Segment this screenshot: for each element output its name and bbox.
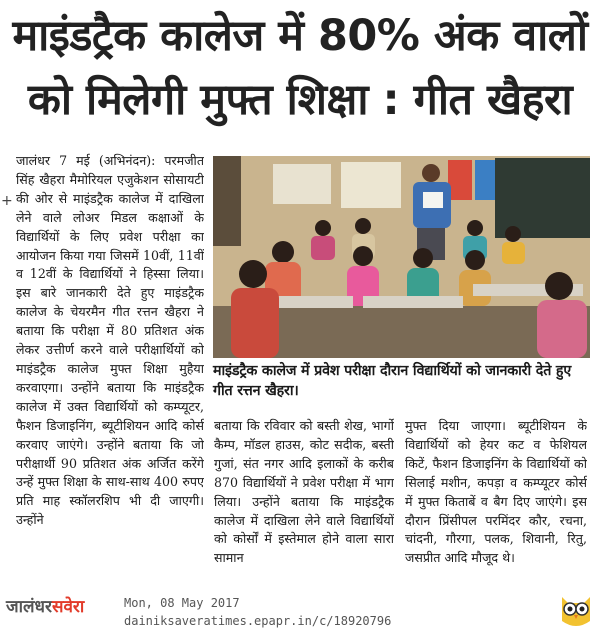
news-photo xyxy=(213,156,590,358)
owl-logo-icon xyxy=(556,591,596,629)
publication-date: Mon, 08 May 2017 xyxy=(124,596,240,610)
photo-caption: माइंडट्रैक कालेज में प्रवेश परीक्षा दौरान विद्यार्थियों को जानकारी देते हुए गीत रत्तन खैहरा। xyxy=(213,363,572,399)
article-column-right xyxy=(405,417,587,582)
clip-url: dainiksaveratimes.epapr.in/c/18920796 xyxy=(124,614,392,628)
footer-meta xyxy=(124,594,391,630)
registration-mark-icon: + xyxy=(1,193,13,209)
article-text-middle: बताया कि रविवार को बस्ती शेख, भार्गो कैम्प, मॉडल हाउस, कोट सदीक, बस्ती गुजां, संत नगर आदि इलाकों के करीब 870 विद्यार्थियों ने प्रवेश परीक्षा में भाग लिया। उन्होंने बताया कि माइंडट्रैक कालेज में दाखिला लेने वाले विद्यार्थियों को कोर्सों में इस्तेमाल होने वाला सारा सामान xyxy=(214,418,394,566)
publication-logo xyxy=(6,596,84,618)
headline-line-2: को मिलेगी मुफ्त शिक्षा : गीत खैहरा xyxy=(27,75,573,125)
logo-text-savera: सवेरा xyxy=(51,597,85,617)
headline-line-1: माइंडट्रैक कालेज में 80% अंक वालों xyxy=(12,11,588,61)
logo-text-jalandhar: जालंधर xyxy=(6,597,52,617)
article-text-right: मुफ्त दिया जाएगा। ब्यूटीशियन के विद्यार्थियों को हेयर कट व फेशियल किटें, फैशन डिजाइनिंग के विद्यार्थियों को सिलाई मशीन, कपड़ा व कम्प्यूटर कोर्स में मुफ्त किताबें व बैग दिए जाएंगे। इस दौरान प्रिंसीपल परमिंदर कौर, रचना, चांदनी, गौरगा, पलक, शिवानी, रितु, जसप्रीत आदि मौजूद थे। xyxy=(405,418,587,566)
article-column-middle xyxy=(214,417,394,582)
article-text-left: जालंधर 7 मई (अभिनंदन): परमजीत सिंह खैहरा मैमोरियल एजुकेशन सोसायटी की ओर से माइंडट्रैक कालेज में दाखिला लेने वाले लोअर मिडल कक्षाओं के विद्यार्थियों के लिए प्रवेश परीक्षा का आयोजन किया गया जिसमें 10वीं, 11वीं व 12वीं के विद्यार्थियों ने हिस्सा लिया। इस बारे जानकारी देते हुए माइंडट्रैक कालेज के चेयरमैन गीत रत्तन खैहरा ने बताया कि परीक्षा में 80 प्रतिशत अंक लेकर उत्तीर्ण करने वाले परीक्षार्थियों को माइंडट्रैक कालेज मुफ्त शिक्षा मुहैया करवाएगा। उन्होंने बताया कि माइंडट्रैक कालेज में उक्त विद्यार्थियों को कम्प्यूटर, फैशन डिजाइनिंग, ब्यूटीशियन आदि कोर्स करवाए जाएंगे। उन्होंने बताया कि जो परीक्षार्थी 90 प्रतिशत अंक अर्जित करेंगे उन्हें मुफ्त शिक्षा के साथ-साथ 400 रुपए प्रति माह स्कॉलरशिप भी दी जाएगी। उन्होंने xyxy=(16,153,204,528)
article-column-left xyxy=(16,152,204,582)
